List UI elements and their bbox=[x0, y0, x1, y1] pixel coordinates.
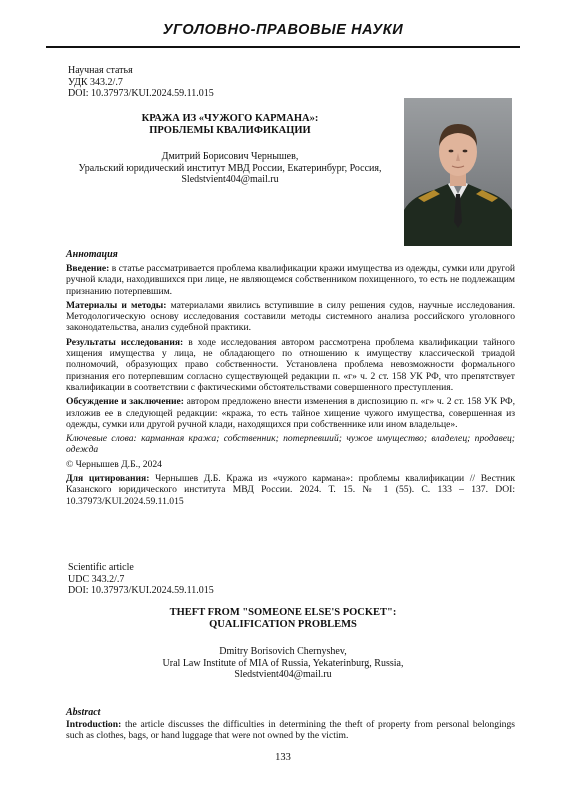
en-udc: UDC 343.2/.7 bbox=[68, 573, 125, 585]
en-abstract-heading: Abstract bbox=[66, 707, 101, 718]
ru-article-type: Научная статья bbox=[68, 65, 133, 76]
author-photo bbox=[404, 98, 512, 246]
en-article-title bbox=[96, 607, 470, 631]
ru-keywords: Ключевые слова: карманная кража; собственник; потерпевший; чужое имущество; владелец; продавец; одежда bbox=[66, 433, 515, 456]
ru-discussion-text: автором предложено внести изменения в диспозицию п. «г» ч. 2 ст. 158 УК РФ, изложив ее в следующей редакции: «кража, то есть тайное хищение чужого имущества, совершенная из одежды, сумки или другой ручной клади, находящихся при собственнике или ином владельце». bbox=[66, 396, 515, 430]
ru-methods-paragraph bbox=[66, 300, 515, 334]
ru-title-line1: КРАЖА ИЗ «ЧУЖОГО КАРМАНА»: bbox=[141, 113, 319, 124]
ru-article-meta bbox=[68, 65, 214, 100]
en-abstract bbox=[66, 719, 515, 745]
ru-title-line2: ПРОБЛЕМЫ КВАЛИФИКАЦИИ bbox=[149, 125, 311, 137]
en-intro-paragraph bbox=[66, 719, 515, 742]
ru-intro-paragraph bbox=[66, 263, 515, 297]
ru-results-text: в ходе исследования автором рассмотрена проблема квалификации тайного хищения имущества у лица, не обладающего по отношению к имуществу классической триадой полномочий, образующих право собственности. Установлена проблема невозможности формального признания его потерпевшим согласно существующей редакции п. «г» ч. 2 ст. 158 УК РФ, что препятствует квалификации в соответствии с фактическими обстоятельствами совершенного преступления. bbox=[66, 336, 515, 393]
ru-author-name: Дмитрий Борисович Чернышев, bbox=[161, 151, 299, 162]
en-author-block bbox=[96, 646, 470, 681]
ru-methods-label: Материалы и методы: bbox=[66, 299, 167, 311]
ru-copyright: © Чернышев Д.Б., 2024 bbox=[66, 458, 162, 470]
en-title-line2: QUALIFICATION PROBLEMS bbox=[209, 619, 357, 631]
en-article-meta bbox=[68, 562, 214, 597]
en-intro-text: the article discusses the difficulties in determining the theft of property from personal belongings such as clothes, bags, or hand luggage that were not owned by the victim. bbox=[66, 719, 515, 742]
en-doi: DOI: 10.37973/KUI.2024.59.11.015 bbox=[68, 585, 214, 597]
ru-doi: DOI: 10.37973/KUI.2024.59.11.015 bbox=[68, 88, 214, 100]
en-author-affiliation: Ural Law Institute of MIA of Russia, Yekaterinburg, Russia, bbox=[162, 657, 404, 669]
ru-methods-text: материалами явились вступившие в силу решения судов, научные исследования. Методологическую основу исследования составили методы системного анализа российского уголовного законодательства, анализ судебной практики. bbox=[66, 299, 515, 334]
ru-author-email: Sledstvient404@mail.ru bbox=[181, 174, 279, 186]
ru-intro-label: Введение: bbox=[66, 263, 110, 274]
ru-results-label: Результаты исследования: bbox=[66, 336, 184, 348]
ru-intro-text: в статье рассматривается проблема квалификации кражи имущества из одежды, сумки или другой ручной клади, находившихся при лице, не являющемся собственником похищенного, то есть не подлежащим признанию потерпевшим. bbox=[66, 263, 515, 297]
running-header: УГОЛОВНО-ПРАВОВЫЕ НАУКИ bbox=[162, 22, 404, 38]
ru-author-affiliation: Уральский юридический институт МВД России, Екатеринбург, Россия, bbox=[78, 162, 382, 174]
ru-abstract bbox=[66, 263, 515, 510]
ru-udc: УДК 343.2/.7 bbox=[68, 76, 123, 88]
en-title-line1: THEFT FROM "SOMEONE ELSE'S POCKET": bbox=[169, 607, 397, 618]
ru-discussion-paragraph bbox=[66, 396, 515, 430]
en-author-name: Dmitry Borisovich Chernyshev, bbox=[219, 646, 347, 657]
ru-results-paragraph bbox=[66, 337, 515, 393]
ru-discussion-label: Обсуждение и заключение: bbox=[66, 396, 184, 408]
en-article-type: Scientific article bbox=[68, 562, 134, 573]
ru-citation-text: Чернышев Д.Б. Кража из «чужого кармана»: проблемы квалификации // Вестник Казанского юридического института МВД России. 2024. Т. 15. № 1 (55). С. 133 – 137. DOI: 10.37973/KUI.2024.59.11.015 bbox=[66, 473, 515, 507]
en-intro-label: Introduction: bbox=[66, 719, 122, 730]
ru-article-title bbox=[80, 113, 380, 137]
header-divider bbox=[46, 46, 520, 48]
ru-abstract-heading: Аннотация bbox=[66, 249, 118, 260]
en-author-email: Sledstvient404@mail.ru bbox=[234, 669, 332, 681]
ru-citation-paragraph bbox=[66, 473, 515, 507]
ru-author-block bbox=[66, 151, 394, 186]
page-number: 133 bbox=[275, 752, 291, 763]
ru-citation-label: Для цитирования: bbox=[66, 473, 150, 485]
